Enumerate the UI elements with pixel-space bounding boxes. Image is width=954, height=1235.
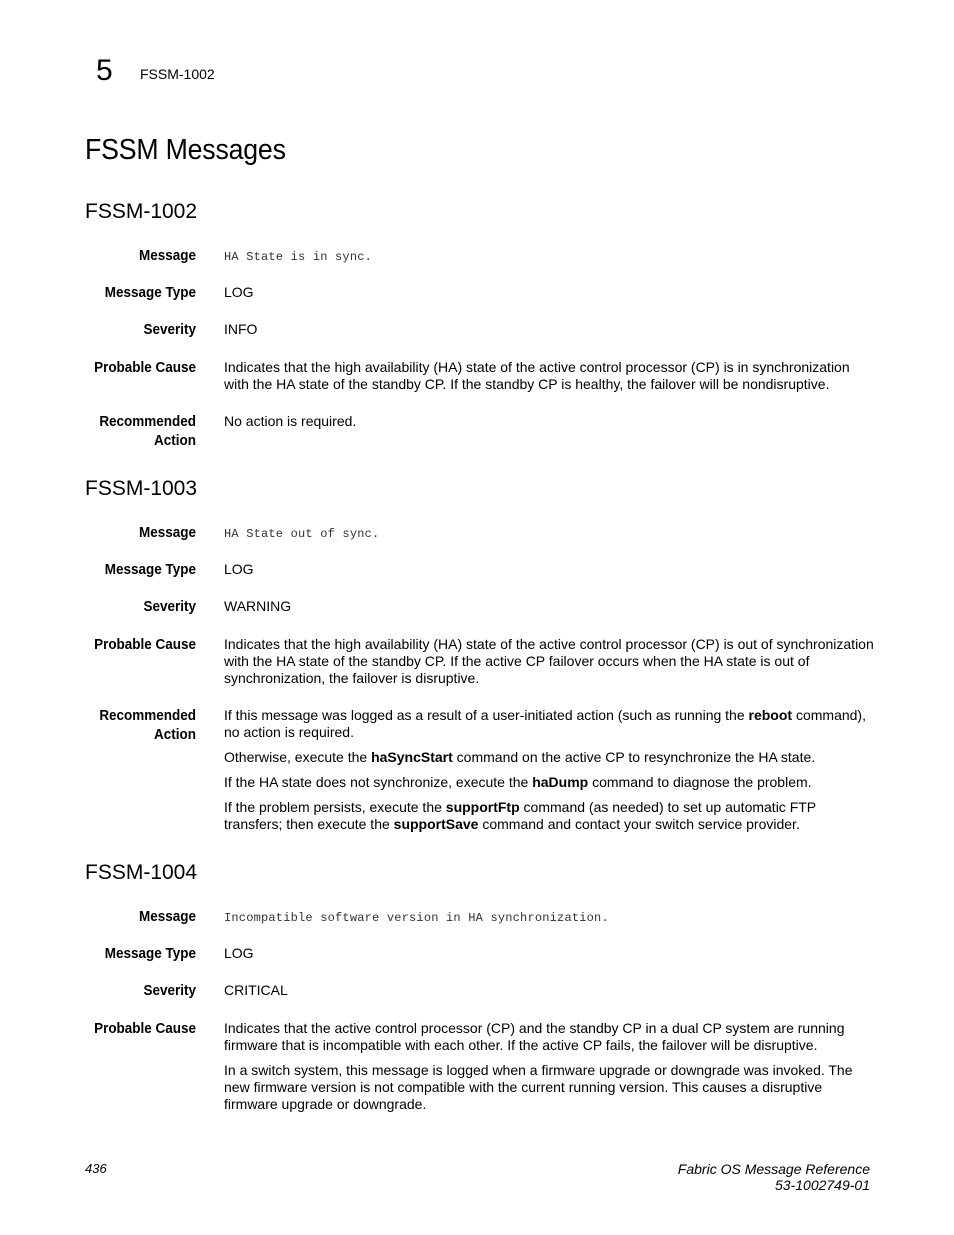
recommended-action-label: Recommended Action xyxy=(99,708,196,743)
recommended-action-text: No action is required. xyxy=(224,413,357,429)
message-title-fssm-1004: FSSM-1004 xyxy=(85,861,198,884)
severity-value: CRITICAL xyxy=(224,982,288,998)
message-label: Message xyxy=(139,248,196,264)
probable-cause-label: Probable Cause xyxy=(94,360,196,376)
probable-cause-label: Probable Cause xyxy=(94,1021,196,1037)
message-type-value: LOG xyxy=(224,561,254,577)
severity-label: Severity xyxy=(143,322,196,338)
section-title: FSSM Messages xyxy=(85,134,286,166)
probable-cause-text: Indicates that the high availability (HA) state of the active control processor (CP) is in synchronization with the HA state of the standby CP. If the standby CP is healthy, the failover will be nondisruptive. xyxy=(224,359,850,392)
chapter-number: 5 xyxy=(96,54,113,87)
command-hasyncstart: haSyncStart xyxy=(371,749,453,765)
message-title-fssm-1003: FSSM-1003 xyxy=(85,477,198,500)
action-paragraph-3: If the HA state does not synchronize, execute the haDump command to diagnose the problem. xyxy=(224,774,812,790)
cause-paragraph-2: In a switch system, this message is logged when a firmware upgrade or downgrade was invoked. The new firmware version is not compatible with the current running version. This causes a disruptive firmware upgrade or downgrade. xyxy=(224,1062,853,1112)
page-number: 436 xyxy=(85,1161,107,1176)
message-type-label: Message Type xyxy=(104,285,196,301)
severity-value: WARNING xyxy=(224,598,292,614)
command-supportsave: supportSave xyxy=(393,816,479,832)
message-title-fssm-1002: FSSM-1002 xyxy=(85,200,198,223)
severity-value: INFO xyxy=(224,321,258,337)
book-title: Fabric OS Message Reference xyxy=(677,1161,870,1177)
message-type-value: LOG xyxy=(224,284,254,300)
message-type-label: Message Type xyxy=(104,562,196,578)
message-type-label: Message Type xyxy=(104,946,196,962)
action-paragraph-4: If the problem persists, execute the supportFtp command (as needed) to set up automatic FTP transfers; then execute the supportSave command and contact your switch service provider. xyxy=(224,799,816,832)
severity-label: Severity xyxy=(143,599,196,615)
message-label: Message xyxy=(139,525,196,541)
probable-cause-text xyxy=(224,1020,874,1121)
running-head: FSSM-1002 xyxy=(140,66,215,82)
message-text: Incompatible software version in HA synchronization. xyxy=(224,911,609,925)
message-text: HA State out of sync. xyxy=(224,527,380,541)
action-paragraph-1: If this message was logged as a result of a user-initiated action (such as running the reboot command), no action is required. xyxy=(224,707,866,740)
command-hadump: haDump xyxy=(532,774,589,790)
recommended-action-text xyxy=(224,707,874,841)
probable-cause-label: Probable Cause xyxy=(94,637,196,653)
footer-doc-info xyxy=(678,1161,870,1193)
severity-label: Severity xyxy=(143,983,196,999)
message-text: HA State is in sync. xyxy=(224,250,373,264)
cause-paragraph-1: Indicates that the active control processor (CP) and the standby CP in a dual CP system are running firmware that is incompatible with each other. If the active CP fails, the failover will be disruptive. xyxy=(224,1020,845,1053)
command-reboot: reboot xyxy=(748,707,793,723)
message-type-value: LOG xyxy=(224,945,254,961)
recommended-action-label: Recommended Action xyxy=(99,414,196,449)
doc-number: 53-1002749-01 xyxy=(775,1177,870,1193)
command-supportftp: supportFtp xyxy=(445,799,520,815)
action-paragraph-2: Otherwise, execute the haSyncStart command on the active CP to resynchronize the HA state. xyxy=(224,749,816,765)
probable-cause-text: Indicates that the high availability (HA) state of the active control processor (CP) is out of synchronization with the HA state of the standby CP. If the active CP failover occurs when the HA state is out of synchronization, the failover is disruptive. xyxy=(224,636,874,686)
message-label: Message xyxy=(139,909,196,925)
